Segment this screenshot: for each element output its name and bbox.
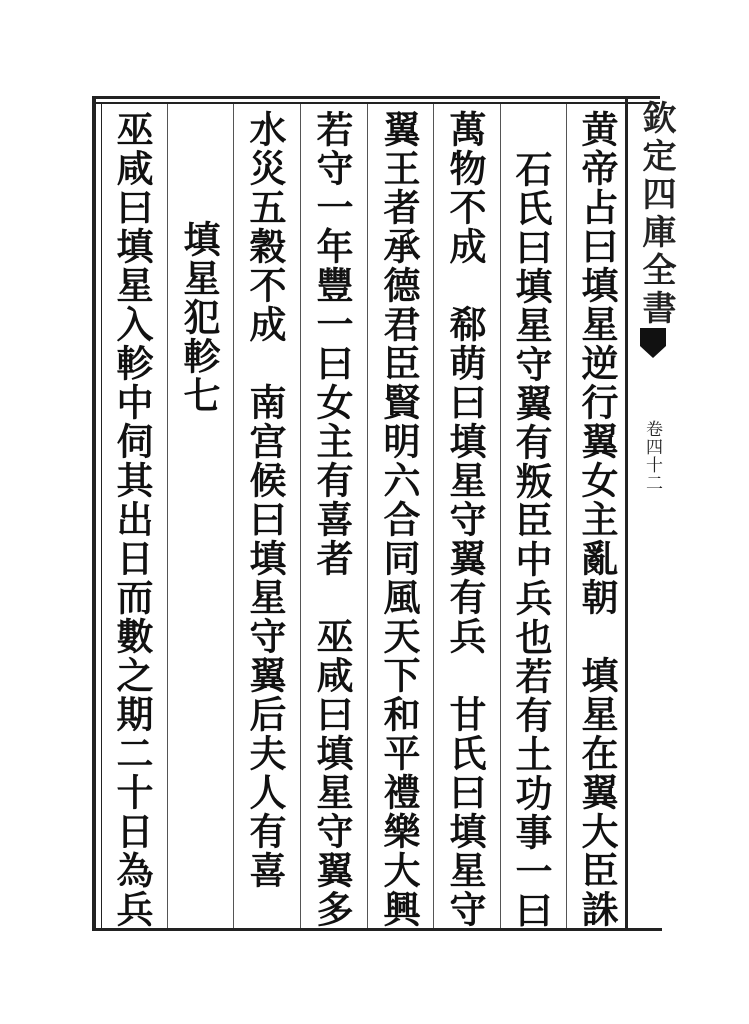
column-divider	[167, 104, 168, 928]
frame-right-rule	[625, 96, 628, 931]
text-column-6: 水災五穀不成 南宫候曰填星守翼后夫人有喜	[243, 110, 287, 890]
column-divider	[433, 104, 434, 928]
text-column-7-heading: 填星犯軫七	[177, 220, 221, 415]
text-column-8: 巫咸曰填星入軫中伺其出日而數之期二十日為兵	[110, 110, 154, 929]
frame-left-inner-rule	[101, 104, 102, 928]
column-divider	[566, 104, 567, 928]
column-divider	[367, 104, 368, 928]
column-divider	[500, 104, 501, 928]
fish-tail-mark-icon	[640, 328, 666, 358]
text-column-4: 翼王者承德君臣賢明六合同風天下和平禮樂大興	[377, 110, 421, 929]
column-divider	[233, 104, 234, 928]
text-column-3: 萬物不成 郗萌曰填星守翼有兵 甘氏曰填星守	[443, 110, 487, 929]
text-column-1: 黄帝占曰填星逆行翼女主亂朝 填星在翼大臣誅	[575, 110, 619, 929]
margin-book-title: 欽定四庫全書	[636, 100, 676, 328]
frame-left-rule	[92, 96, 96, 931]
frame-top-rule	[92, 96, 660, 99]
text-column-2: 石氏曰填星守翼有叛臣中兵也若有土功事一曰	[509, 150, 553, 930]
margin-volume-label: 卷四十二	[642, 420, 662, 492]
column-divider	[300, 104, 301, 928]
text-column-5: 若守一年豐一曰女主有喜者 巫咸曰填星守翼多	[310, 110, 354, 929]
frame-top-inner-rule	[92, 102, 660, 104]
